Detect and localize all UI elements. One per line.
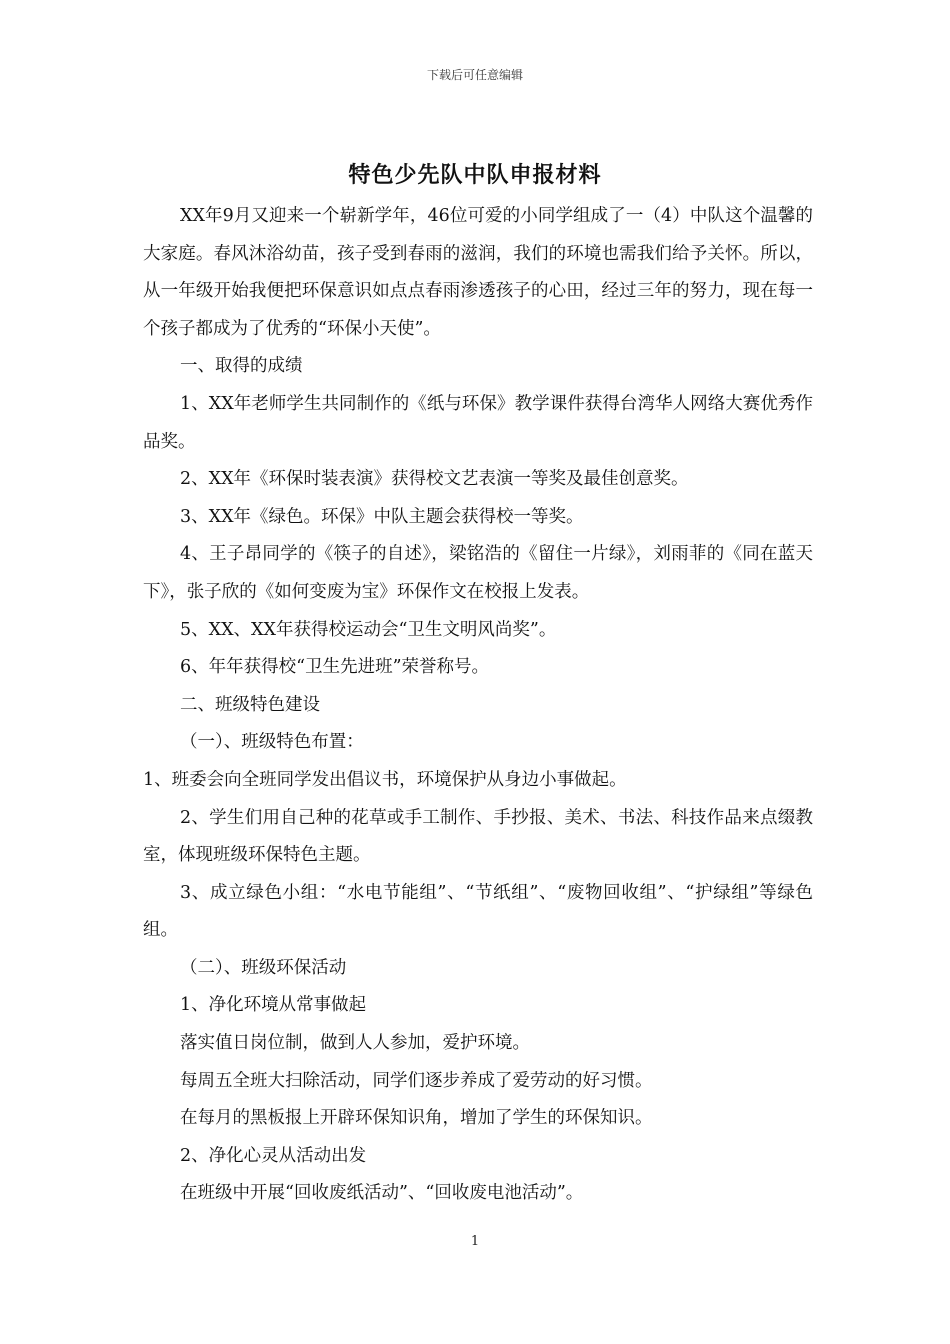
subsection-heading-layout: （一）、班级特色布置： [180, 732, 364, 753]
subsection-heading-activities: （二）、班级环保活动 [180, 957, 347, 978]
achievement-item: 6、年年获得校“卫生先进班”荣誉称号。 [180, 657, 490, 678]
achievement-item: 4、王子昂同学的《筷子的自述》，梁铭浩的《留住一片绿》，刘雨菲的《同在蓝天下》，张子欣的《如何变废为宝》环保作文在校报上发表。 [143, 544, 813, 602]
achievement-item: 5、XX、XX年获得校运动会“卫生文明风尚奖”。 [180, 619, 557, 640]
layout-item: 3、成立绿色小组：“水电节能组”、“节纸组”、“废物回收组”、“护绿组”等绿色组。 [143, 882, 813, 941]
layout-item: 1、班委会向全班同学发出倡议书，环境保护从身边小事做起。 [143, 769, 627, 790]
section-heading-class-features: 二、班级特色建设 [180, 694, 320, 715]
achievement-item: 1、XX年老师学生共同制作的《纸与环保》教学课件获得台湾华人网络大赛优秀作品奖。 [143, 393, 813, 452]
achievement-item: 2、XX年《环保时装表演》获得校文艺表演一等奖及最佳创意奖。 [180, 469, 689, 490]
achievement-item: 3、XX年《绿色。环保》中队主题会获得校一等奖。 [180, 506, 584, 527]
document-title: 特色少先队中队申报材料 [348, 162, 602, 188]
document-body [143, 198, 813, 1213]
page-number: 1 [470, 1234, 480, 1249]
activity-detail: 每周五全班大扫除活动，同学们逐步养成了爱劳动的好习惯。 [180, 1070, 653, 1091]
activity-detail: 在班级中开展“回收废纸活动”、“回收废电池活动”。 [180, 1183, 584, 1204]
activity-item: 1、净化环境从常事做起 [180, 995, 367, 1016]
page-header: 下载后可任意编辑 [426, 68, 523, 82]
activity-item: 2、净化心灵从活动出发 [180, 1145, 367, 1166]
layout-item: 2、学生们用自己种的花草或手工制作、手抄报、美术、书法、科技作品来点缀教室，体现班级环保特色主题。 [143, 807, 813, 866]
section-heading-achievements: 一、取得的成绩 [180, 356, 303, 377]
paragraph-intro: XX年9月又迎来一个崭新学年，46位可爱的小同学组成了一（4）中队这个温馨的大家庭。春风沐浴幼苗，孩子受到春雨的滋润，我们的环境也需我们给予关怀。所以，从一年级开始我便把环保意识如点点春雨渗透孩子的心田，经过三年的努力，现在每一个孩子都成为了优秀的“环保小天使”。 [143, 206, 813, 339]
activity-detail: 落实值日岗位制，做到人人参加，爱护环境。 [180, 1033, 530, 1054]
activity-detail: 在每月的黑板报上开辟环保知识角，增加了学生的环保知识。 [180, 1108, 653, 1129]
